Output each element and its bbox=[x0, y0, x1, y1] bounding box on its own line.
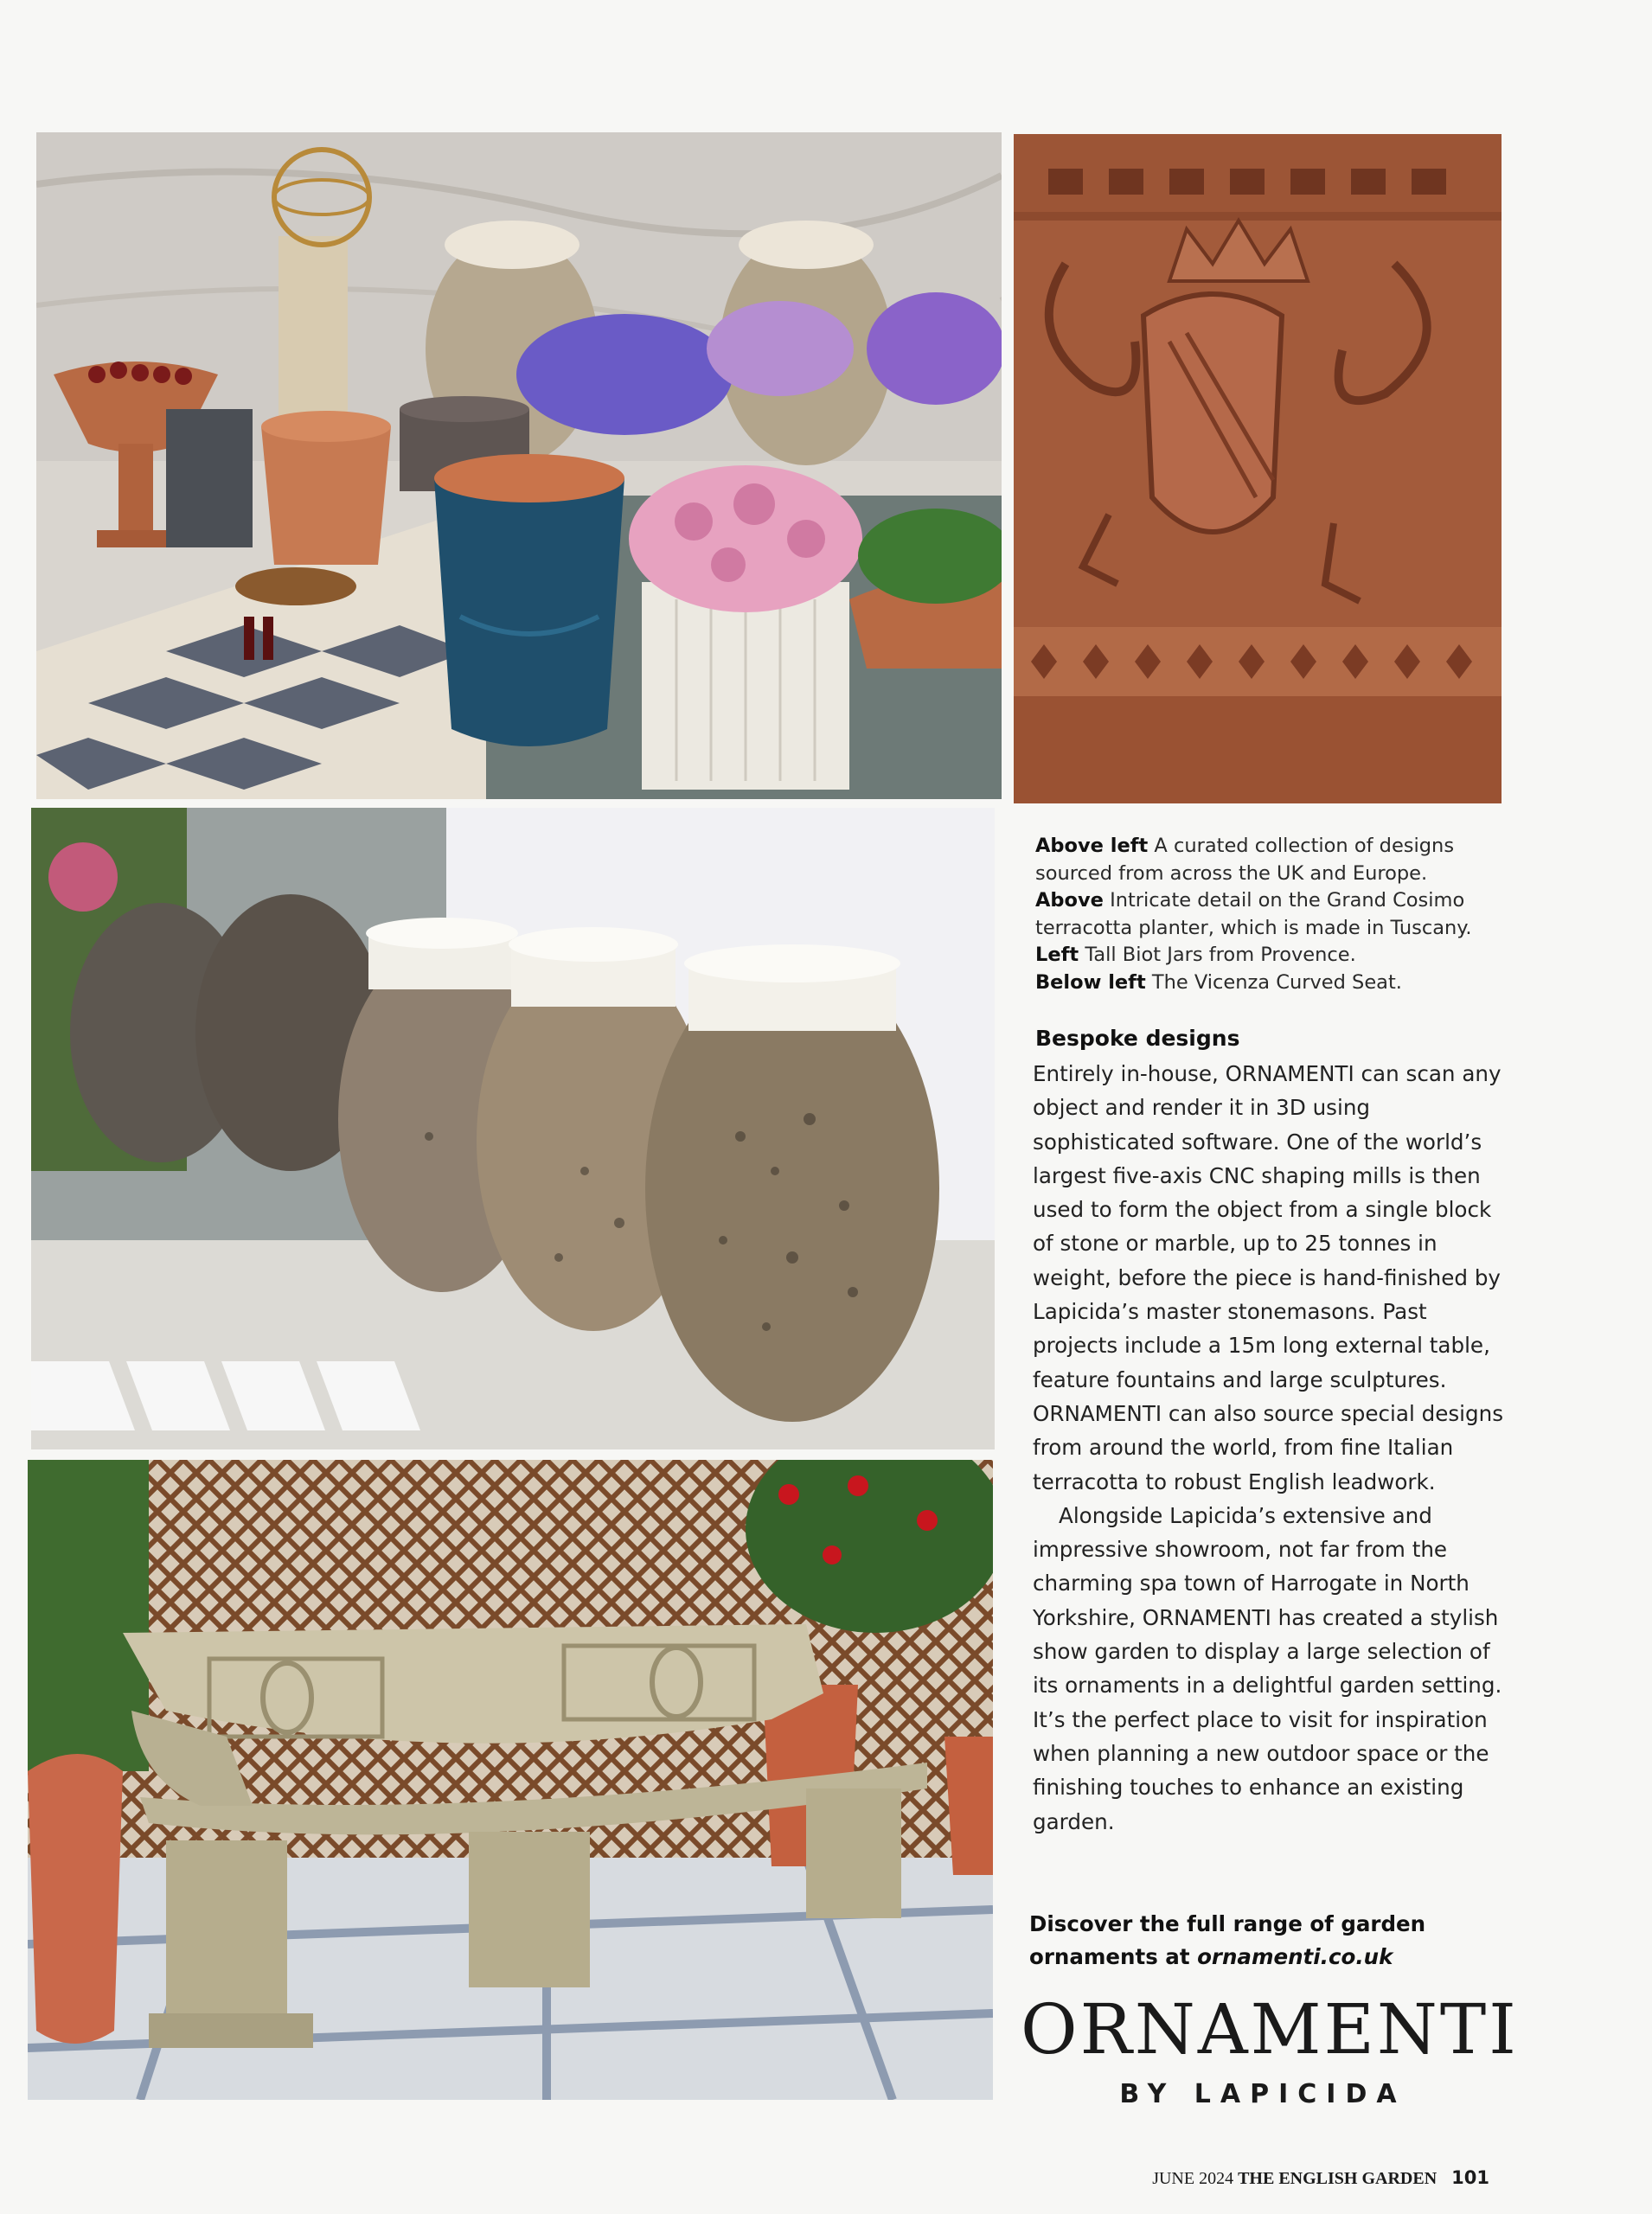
article-paragraph: Alongside Lapicida’s extensive and impressive showroom, not far from the charming spa town of Harrogate in North Yorkshire, ORNAMENTI has created a stylish show garden to display a large selection of its ornaments in a delightful garden setting. It’s the perfect place to visit for inspiration when planning a new outdoor space or the finishing touches to enhance an existing garden. bbox=[1033, 1502, 1502, 1834]
caption-text: Tall Biot Jars from Provence. bbox=[1085, 944, 1356, 966]
caption-label: Left bbox=[1035, 944, 1079, 966]
caption-text: A curated collection of designs sourced from across the UK and Europe. bbox=[1035, 835, 1455, 885]
caption-below-left bbox=[1035, 969, 1520, 997]
caption-label: Above bbox=[1035, 889, 1104, 912]
caption-text: The Vicenza Curved Seat. bbox=[1151, 970, 1402, 994]
photo-vicenza-curved-seat bbox=[28, 1460, 993, 2100]
section-heading: Bespoke designs bbox=[1035, 1026, 1240, 1051]
cta-text: Discover the full range of garden ornaments at bbox=[1029, 1911, 1426, 1969]
issue-date: JUNE 2024 bbox=[1152, 2169, 1234, 2188]
photo-grand-cosimo-detail bbox=[1014, 134, 1502, 803]
call-to-action bbox=[1029, 1908, 1514, 1974]
caption-label: Above left bbox=[1035, 835, 1149, 857]
caption-above-left bbox=[1035, 833, 1520, 887]
article-paragraph: Entirely in-house, ORNAMENTI can scan any object and render it in 3D using sophisticated software. One of the world’s largest five-axis CNC shaping mills is then used to form the object from a single block of stone or marble, up to 25 tonnes in weight, before the piece is hand-finished by Lapicida’s master stonemasons. Past projects include a 15m long external table, feature fountains and large sculptures. ORNAMENTI can also source special designs from around the world, from fine Italian terracotta to robust English leadwork. bbox=[1033, 1061, 1504, 1494]
caption-text: Intricate detail on the Grand Cosimo terracotta planter, which is made in Tuscany. bbox=[1035, 889, 1472, 939]
caption-above bbox=[1035, 887, 1520, 942]
photo-captions bbox=[1035, 833, 1520, 996]
website-link[interactable]: ornamenti.co.uk bbox=[1197, 1944, 1393, 1969]
caption-label: Below left bbox=[1035, 970, 1146, 994]
page-number: 101 bbox=[1451, 2167, 1489, 2188]
ornamenti-logo: ORNAMENTI bbox=[1021, 1989, 1519, 2070]
page-footer bbox=[1152, 2167, 1489, 2189]
logo-subtitle: BY LAPICIDA bbox=[1119, 2079, 1406, 2109]
article-body bbox=[1033, 1057, 1513, 1839]
photo-biot-jars bbox=[31, 808, 995, 1449]
photo-curated-collection bbox=[36, 132, 1002, 799]
publication-name: THE ENGLISH GARDEN bbox=[1238, 2169, 1437, 2188]
caption-left bbox=[1035, 942, 1520, 969]
